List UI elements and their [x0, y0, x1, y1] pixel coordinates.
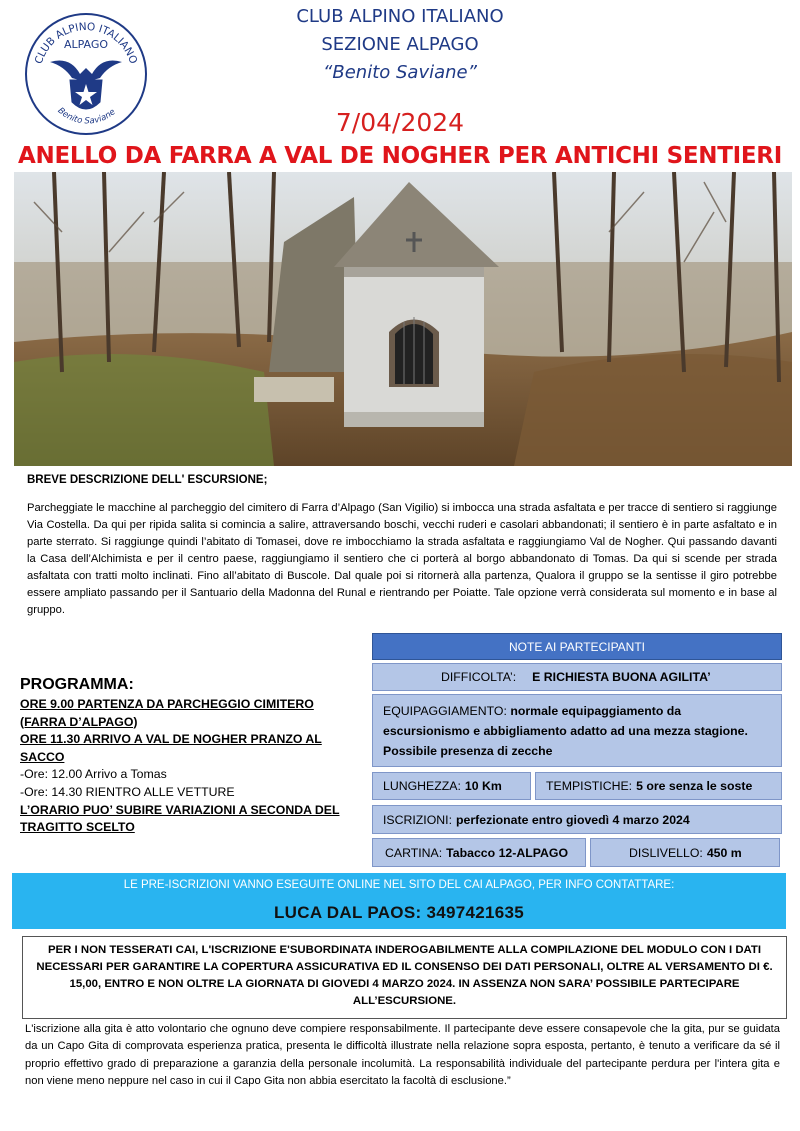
tempistiche-label: TEMPISTICHE:	[546, 779, 633, 793]
difficolta-value: E RICHIESTA BUONA AGILITA’	[532, 670, 711, 684]
tempistiche-box	[535, 772, 782, 800]
header-line-2: SEZIONE ALPAGO	[321, 34, 479, 55]
equip-label: EQUIPAGGIAMENTO:	[383, 704, 507, 718]
logo-ring-text: CLUB ALPINO ITALIANO	[32, 20, 140, 66]
lunghezza-box	[372, 772, 531, 800]
dislivello-label: DISLIVELLO:	[629, 845, 703, 860]
contact-name-phone: LUCA DAL PAOS: 3497421635	[273, 903, 524, 922]
programma-line: ORE 11.30 ARRIVO A VAL DE NOGHER PRANZO AL SACCO	[20, 732, 322, 764]
iscrizioni-value: perfezionate entro giovedì 4 marzo 2024	[456, 812, 690, 827]
event-title: ANELLO DA FARRA A VAL DE NOGHER PER ANTICHI SENTIERI	[18, 143, 782, 169]
programma-line: L’ORARIO PUO’ SUBIRE VARIAZIONI A SECONDA DEL TRAGITTO SCELTO	[20, 802, 340, 835]
programma-heading: PROGRAMMA:	[20, 676, 134, 693]
difficolta-label: DIFFICOLTA’:	[441, 670, 517, 684]
header-line-1: CLUB ALPINO ITALIANO	[296, 6, 504, 27]
cai-logo	[20, 12, 152, 136]
contact-line: LE PRE-ISCRIZIONI VANNO ESEGUITE ONLINE NEL SITO DEL CAI ALPAGO, PER INFO CONTATTARE:	[123, 879, 675, 891]
programma-line: ORE 9.00 PARTENZA DA PARCHEGGIO CIMITERO (FARRA D’ALPAGO)	[20, 697, 314, 729]
description-heading: BREVE DESCRIZIONE DELL' ESCURSIONE;	[27, 474, 268, 486]
iscrizioni-label: ISCRIZIONI:	[383, 812, 453, 827]
tempistiche-value: 5 ore senza le soste	[636, 779, 753, 793]
cartina-box	[372, 838, 586, 867]
event-date: 7/04/2024	[335, 108, 465, 137]
equip-value: normale equipaggiamento da escursionismo e abbigliamento adatto ad una mezza stagione. Possibile presenza di zecche	[383, 704, 748, 758]
programma-line: -Ore: 14.30 RIENTRO ALLE VETTURE	[20, 784, 235, 799]
dislivello-value: 450 m	[706, 845, 742, 860]
header-line-3: “Benito Saviane”	[323, 62, 477, 83]
disclaimer-text: L'iscrizione alla gita è atto volontario che ognuno deve compiere responsabilmente. Il partecipante deve essere consapevole che la gita, pur se guidata da un Capo Gita di comprovata esperienza pratica, presenta le difficoltà illustrate nella relazione sopra esposta, pertanto, è tenuto a verificare da sé il proprio effettivo grado di preparazione a garanzia della personale incolumità. La responsabilità individuale del partecipante perdura per l'intera gita e non viene meno neppure nel caso in cui il Capo Gita non abbia esercitato la facoltà di esclusione.”	[25, 1023, 780, 1088]
lunghezza-label: LUNGHEZZA:	[383, 779, 461, 793]
equipaggiamento-box	[372, 694, 782, 767]
chapel-photo	[14, 172, 792, 466]
dislivello-box	[590, 838, 780, 867]
description-text: Parcheggiate le macchine al parcheggio del cimitero di Farra d’Alpago (San Vigilio) si imbocca una strada asfaltata e per tracce di sentiero si raggiunge Via Costella. Da qui per ripida salita si comincia a salire, attraversando boschi, vecchi ruderi e casolari abbandonati; il sentiero è in parte asfaltato e in parte sterrato. Si raggiunge quindi l’abitato di Tomasei, dove re imbocchiamo la strada asfaltata e raggiungiamo Val de Nogher. Qui passando davanti la Casa dell’Alchimista e per il centro paese, raggiungiamo il sentiero che ci porterà al borgo abbandonato di Tomas. Da qui si scende per strada asfaltata con tratti molto inclinati. Fino all’abitato di Buscole. Dal quale poi si ritornerà alla partenza, Qualora il gruppo se la sentisse il giro potrebbe essere ampliato passando per il Santuario della Madonna del Runal e rientrando per Poiatte. Tale opzione verrà considerata sul momento e in base al gruppo.	[27, 502, 777, 616]
programma-line: -Ore: 12.00 Arrivo a Tomas	[20, 767, 167, 782]
difficolta-box	[372, 663, 782, 691]
programma-list	[20, 696, 355, 837]
logo-signature: Benito Saviane	[55, 105, 118, 127]
logo-sub: ALPAGO	[63, 38, 109, 51]
warning-box: PER I NON TESSERATI CAI, L'ISCRIZIONE E'SUBORDINATA INDEROGABILMENTE ALLA COMPILAZIONE DEL MODULO CON I DATI NECESSARI PER GARANTIRE LA COPERTURA ASSICURATIVA ED IL CONSENSO DEI DATI PERSONALI, OLTRE AL VERSAMENTO DI €. 15,00, ENTRO E NON OLTRE LA GIORNATA DI GIOVEDI 4 MARZO 2024. IN ASSENZA NON SARA’ POSSIBILE PARTECIPARE ALL’ESCURSIONE.	[22, 936, 787, 1019]
lunghezza-value: 10 Km	[464, 779, 502, 793]
iscrizioni-box	[372, 805, 782, 834]
cartina-value: Tabacco 12-ALPAGO	[446, 845, 569, 860]
cartina-label: CARTINA:	[385, 845, 443, 860]
notes-heading: NOTE AI PARTECIPANTI	[372, 633, 782, 660]
